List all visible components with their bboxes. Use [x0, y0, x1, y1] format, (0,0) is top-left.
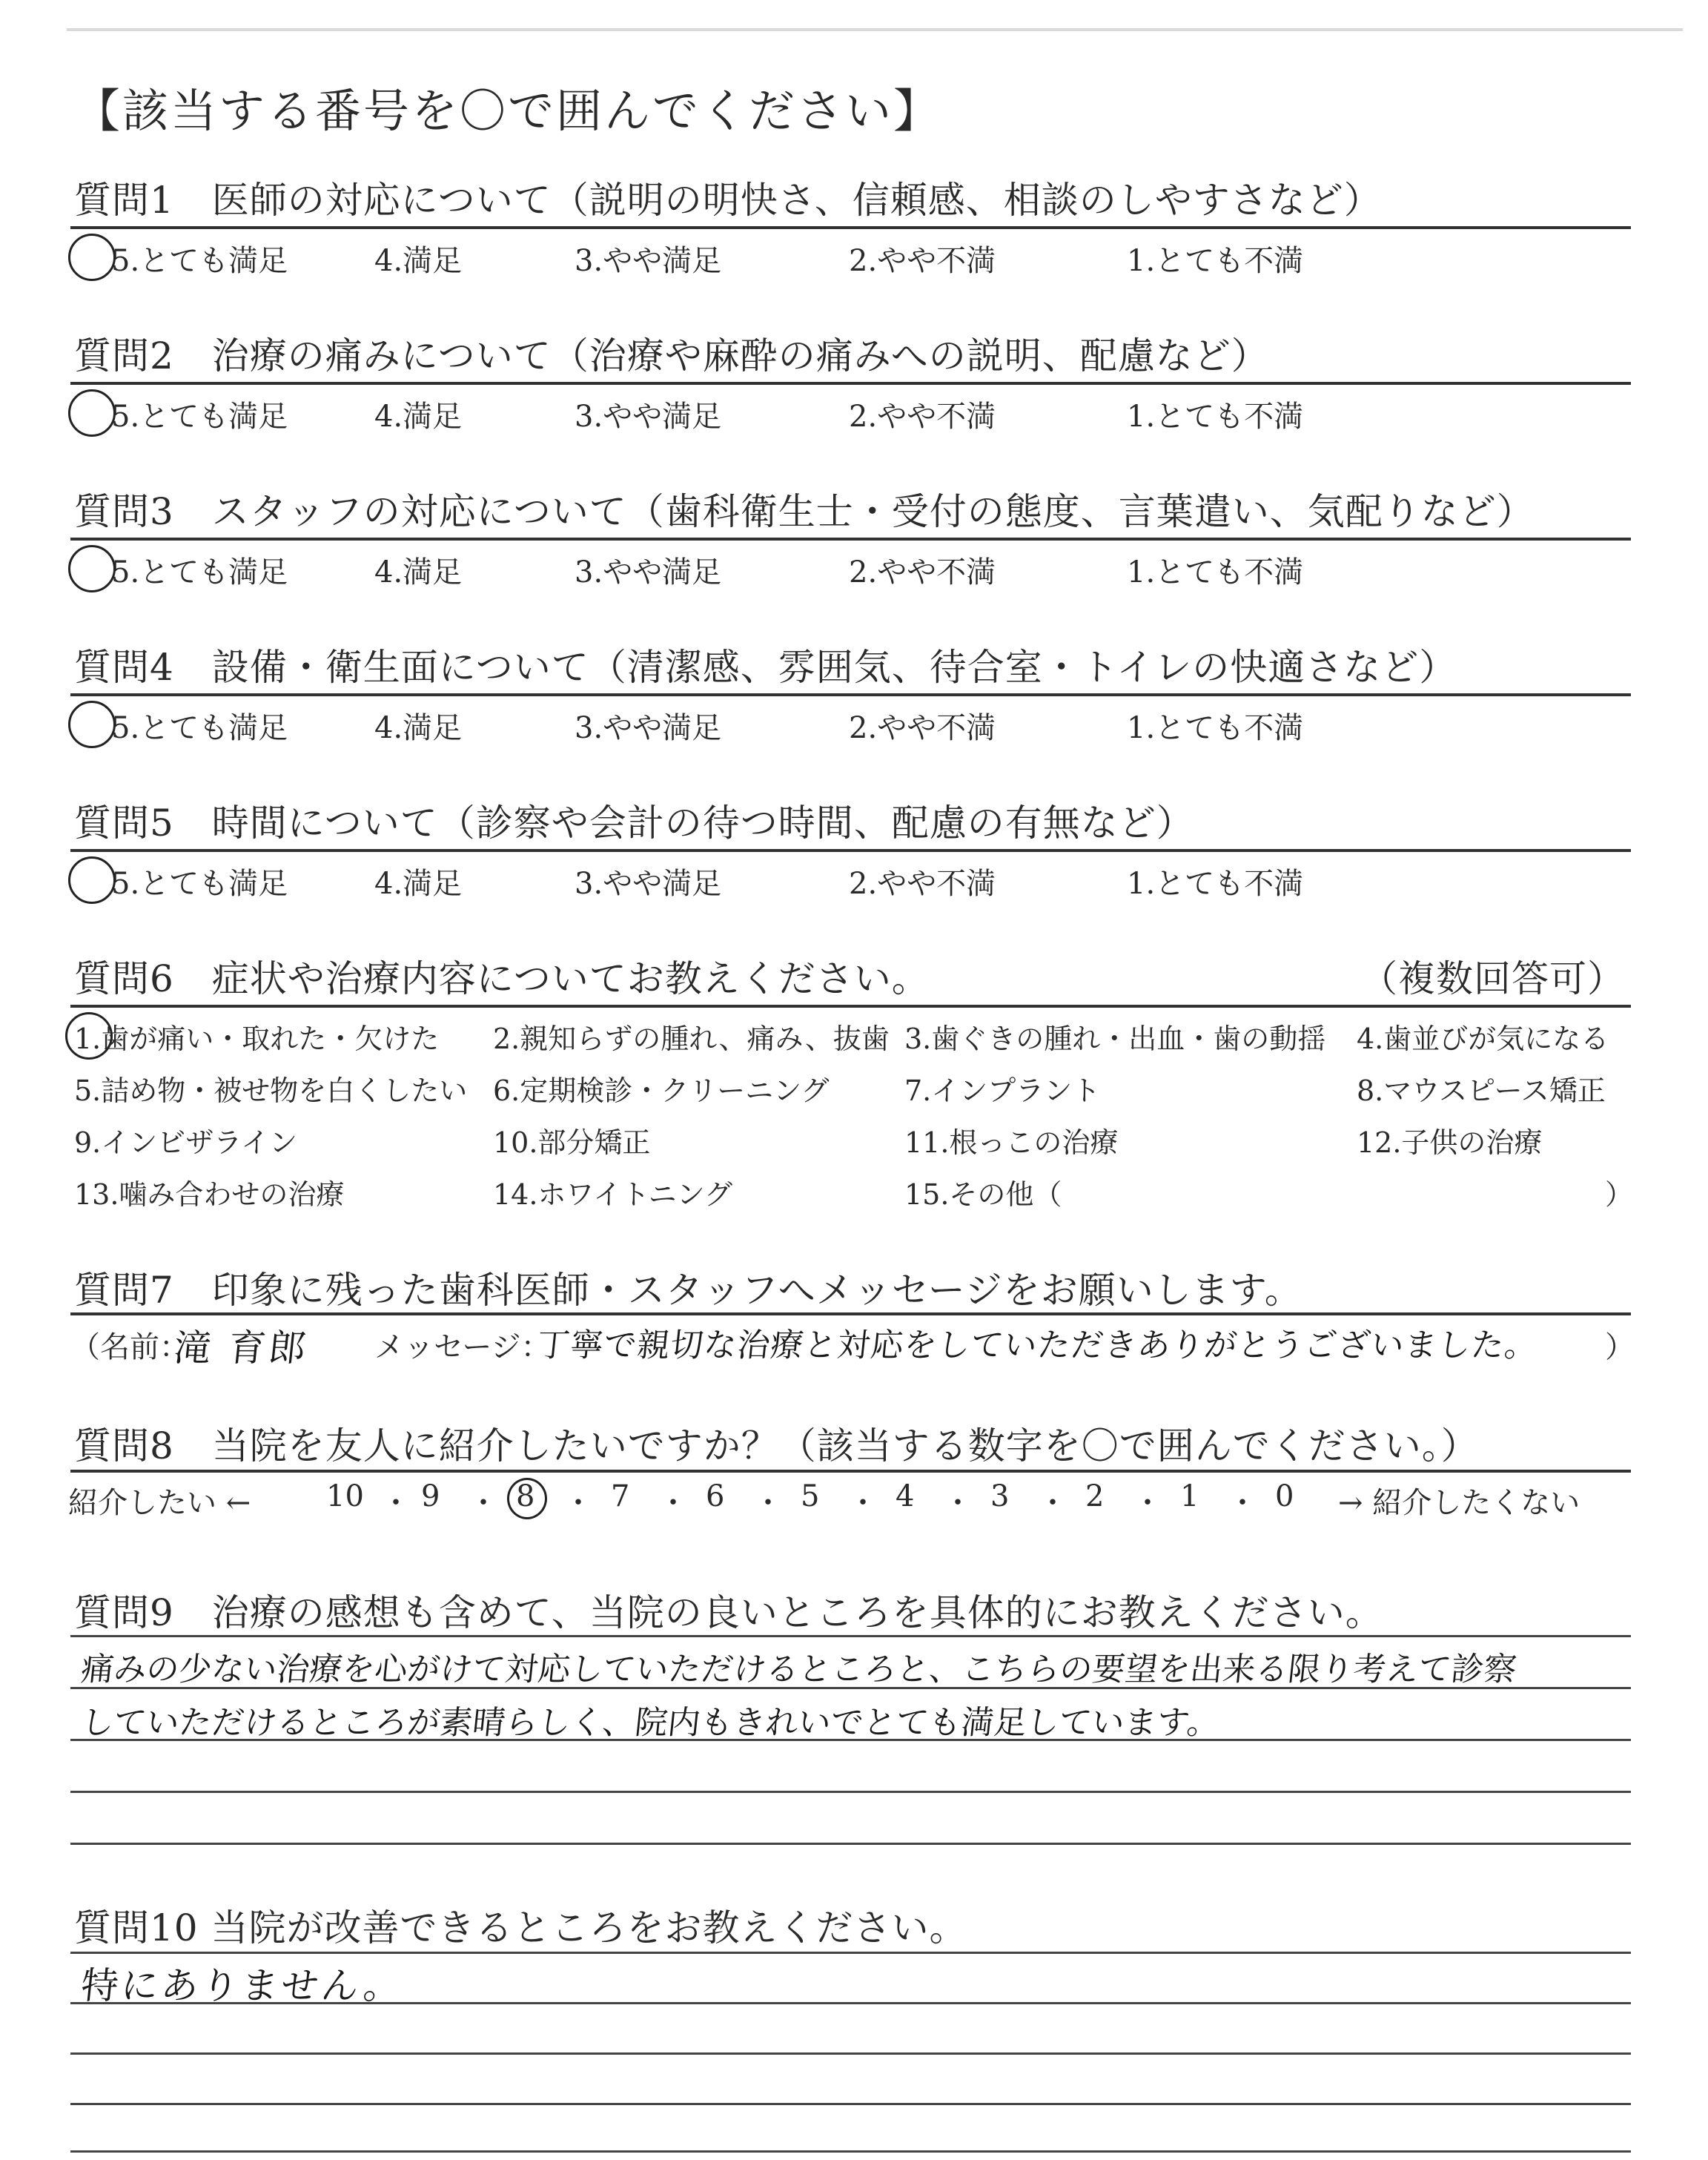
symptom-option[interactable]: 3.歯ぐきの腫れ・出血・歯の動揺: [904, 1023, 1326, 1055]
rating-option[interactable]: 3.やや満足: [575, 400, 722, 434]
question-rule: [70, 849, 1631, 852]
symptom-option[interactable]: 12.子供の治療: [1357, 1126, 1543, 1159]
selected-circle: [68, 856, 116, 904]
question-rule: [70, 1312, 1631, 1315]
symptom-option[interactable]: 4.歯並びが気になる: [1357, 1023, 1609, 1055]
page-title: 【該当する番号を〇で囲んでください】: [74, 84, 942, 138]
question-label: 質問4 設備・衛生面について（清潔感、雰囲気、待合室・トイレの快適さなど）: [74, 646, 1457, 689]
selected-circle: [507, 1478, 547, 1519]
scale-value[interactable]: 0: [1275, 1479, 1294, 1513]
symptom-option[interactable]: 5.詰め物・被せ物を白くしたい: [74, 1074, 468, 1107]
name-close: ）: [1605, 1330, 1635, 1364]
question-label: 質問5 時間について（診察や会計の待つ時間、配慮の有無など）: [74, 802, 1194, 845]
selected-circle: [68, 389, 116, 437]
scale-dot: ・: [469, 1486, 498, 1520]
scale-value[interactable]: 5: [801, 1479, 820, 1513]
scale-value[interactable]: 4: [896, 1479, 915, 1513]
scale-dot: ・: [381, 1486, 411, 1520]
question-rule: [70, 1470, 1631, 1473]
question-rule: [70, 1005, 1631, 1008]
handwritten-answer[interactable]: 特にありません。: [79, 1964, 406, 2007]
rating-option[interactable]: 2.やや不満: [849, 400, 996, 434]
scale-left-label: 紹介したい ←: [68, 1486, 251, 1520]
rating-option[interactable]: 1.とても不満: [1127, 400, 1304, 434]
question-label: 質問8 当院を友人に紹介したいですか？（該当する数字を〇で囲んでください。）: [74, 1424, 1479, 1467]
rating-option[interactable]: 3.やや満足: [575, 867, 722, 901]
scale-dot: ・: [1133, 1486, 1162, 1520]
selected-circle: [68, 545, 116, 592]
selected-circle: [65, 1012, 113, 1060]
rating-option[interactable]: 5.とても満足: [111, 711, 288, 745]
name-value[interactable]: 滝 育郎: [171, 1327, 311, 1370]
answer-line: [70, 1952, 1631, 1954]
question-label: 質問7 印象に残った歯科医師・スタッフへメッセージをお願いします。: [74, 1269, 1302, 1312]
message-value[interactable]: 丁寧で親切な治療と対応をしていただきありがとうございました。: [534, 1327, 1540, 1364]
rating-option[interactable]: 4.満足: [374, 244, 463, 278]
message-label: メッセージ：: [374, 1330, 551, 1364]
symptom-option[interactable]: 14.ホワイトニング: [493, 1178, 733, 1211]
rating-option[interactable]: 4.満足: [374, 555, 463, 589]
answer-line: [70, 2052, 1631, 2055]
rating-option[interactable]: 5.とても満足: [111, 867, 288, 901]
rating-option[interactable]: 4.満足: [374, 711, 463, 745]
scale-value[interactable]: 7: [611, 1479, 630, 1513]
question-label: 質問9 治療の感想も含めて、当院の良いところを具体的にお教えください。: [74, 1591, 1383, 1634]
symptom-option[interactable]: 10.部分矯正: [493, 1126, 651, 1159]
question-rule: [70, 693, 1631, 696]
handwritten-answer[interactable]: 痛みの少ない治療を心がけて対応していただけるところと、こちらの要望を出来る限り考えて診察: [79, 1651, 1519, 1688]
answer-line: [70, 1791, 1631, 1793]
rating-option[interactable]: 5.とても満足: [111, 555, 288, 589]
scale-value[interactable]: 1: [1180, 1479, 1199, 1513]
answer-line: [70, 1635, 1631, 1637]
rating-option[interactable]: 5.とても満足: [111, 400, 288, 434]
scale-value[interactable]: 10: [326, 1479, 364, 1513]
symptom-option[interactable]: 11.根っこの治療: [904, 1126, 1119, 1159]
rating-option[interactable]: 2.やや不満: [849, 555, 996, 589]
answer-line: [70, 2150, 1631, 2153]
symptom-option[interactable]: 15.その他（: [904, 1178, 1062, 1211]
rating-option[interactable]: 1.とても不満: [1127, 867, 1304, 901]
rating-option[interactable]: 4.満足: [374, 400, 463, 434]
symptom-option[interactable]: 8.マウスピース矯正: [1357, 1074, 1606, 1107]
rating-option[interactable]: 3.やや満足: [575, 244, 722, 278]
scale-dot: ・: [753, 1486, 783, 1520]
symptom-option[interactable]: 2.親知らずの腫れ、痛み、抜歯: [493, 1023, 890, 1055]
scale-dot: ・: [848, 1486, 878, 1520]
scale-right-label: → 紹介したくない: [1338, 1486, 1580, 1520]
symptom-option: ）: [1605, 1178, 1634, 1211]
handwritten-answer[interactable]: していただけるところが素晴らしく、院内もきれいでとても満足しています。: [79, 1704, 1222, 1742]
scale-value[interactable]: 8: [516, 1479, 535, 1513]
symptom-option[interactable]: 9.インビザライン: [74, 1126, 298, 1159]
scale-dot: ・: [563, 1486, 593, 1520]
multi-answer-note: （複数回答可）: [1360, 957, 1625, 1000]
rating-option[interactable]: 1.とても不満: [1127, 244, 1304, 278]
answer-line: [70, 1843, 1631, 1845]
rating-option[interactable]: 4.満足: [374, 867, 463, 901]
selected-circle: [68, 234, 116, 281]
rating-option[interactable]: 2.やや不満: [849, 711, 996, 745]
name-label: （名前：: [70, 1330, 189, 1364]
rating-option[interactable]: 3.やや満足: [575, 711, 722, 745]
scan-top-edge: [67, 28, 1683, 31]
scale-dot: ・: [943, 1486, 973, 1520]
rating-option[interactable]: 2.やや不満: [849, 244, 996, 278]
symptom-option[interactable]: 1.歯が痛い・取れた・欠けた: [74, 1023, 440, 1055]
question-label: 質問6 症状や治療内容についてお教えください。: [74, 957, 930, 1000]
question-label: 質問3 スタッフの対応について（歯科衛生士・受付の態度、言葉遣い、気配りなど）: [74, 490, 1535, 533]
symptom-option[interactable]: 13.噛み合わせの治療: [74, 1178, 345, 1211]
rating-option[interactable]: 2.やや不満: [849, 867, 996, 901]
question-rule: [70, 382, 1631, 385]
question-rule: [70, 226, 1631, 229]
question-label: 質問1 医師の対応について（説明の明快さ、信頼感、相談のしやすさなど）: [74, 179, 1382, 222]
scale-dot: ・: [1038, 1486, 1068, 1520]
rating-option[interactable]: 3.やや満足: [575, 555, 722, 589]
scale-value[interactable]: 6: [706, 1479, 725, 1513]
scale-dot: ・: [658, 1486, 688, 1520]
scale-dot: ・: [1228, 1486, 1257, 1520]
scale-value[interactable]: 9: [421, 1479, 440, 1513]
question-rule: [70, 538, 1631, 541]
symptom-option[interactable]: 6.定期検診・クリーニング: [493, 1074, 830, 1107]
scale-value[interactable]: 2: [1085, 1479, 1105, 1513]
question-label: 質問2 治療の痛みについて（治療や麻酔の痛みへの説明、配慮など）: [74, 334, 1269, 377]
answer-line: [70, 2103, 1631, 2105]
selected-circle: [68, 701, 116, 748]
rating-option[interactable]: 1.とても不満: [1127, 711, 1304, 745]
rating-option[interactable]: 1.とても不満: [1127, 555, 1304, 589]
rating-option[interactable]: 5.とても満足: [111, 244, 288, 278]
symptom-option[interactable]: 7.インプラント: [904, 1074, 1101, 1107]
question-label: 質問10 当院が改善できるところをお教えください。: [74, 1906, 967, 1949]
scale-value[interactable]: 3: [990, 1479, 1010, 1513]
